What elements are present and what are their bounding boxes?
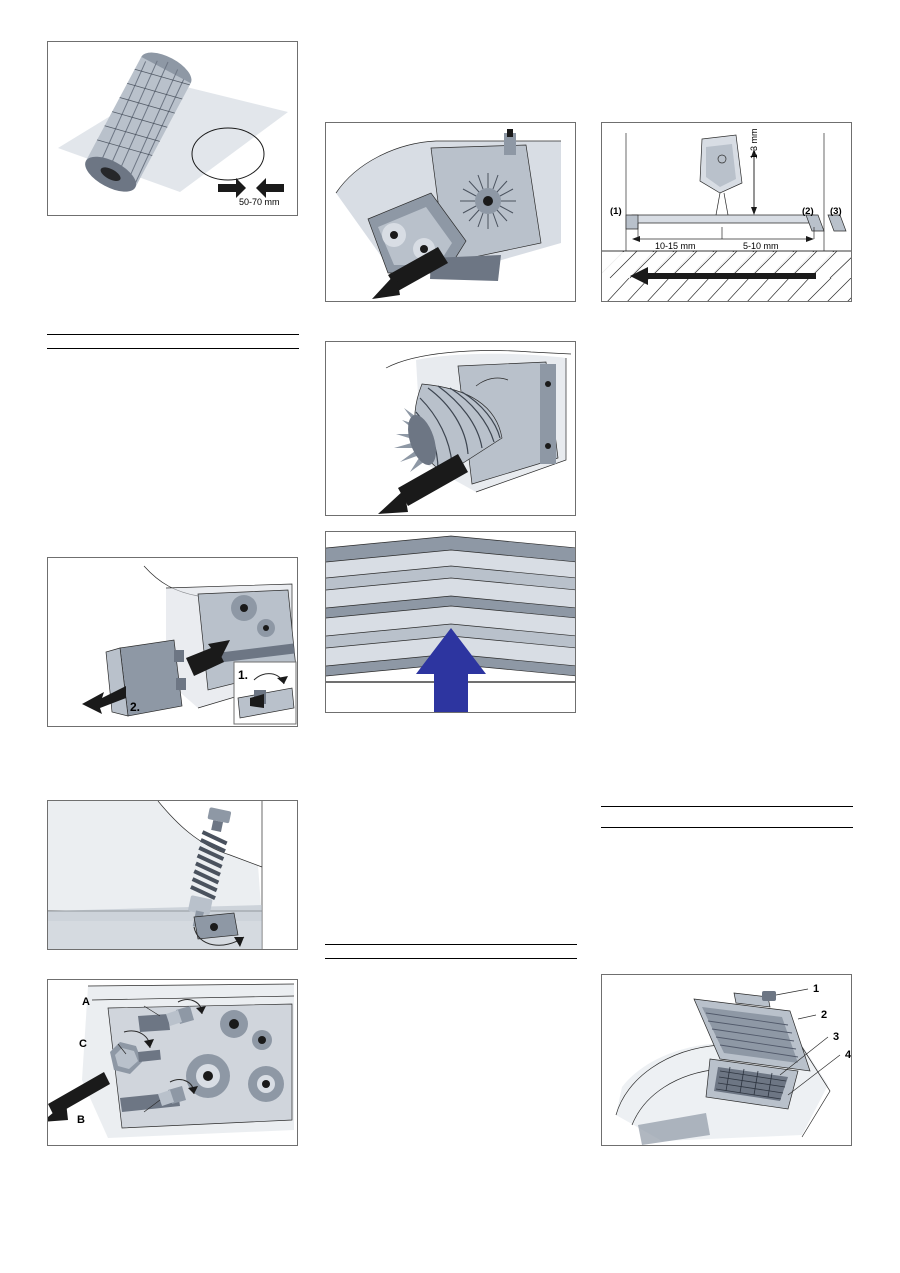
blade-height-figure [601, 122, 852, 302]
roller-clearance-figure [47, 41, 298, 216]
callout-a: A [82, 996, 90, 1008]
rule-right-2 [601, 827, 853, 828]
deck-removal-figure [325, 122, 576, 302]
rule-left-upper-2 [47, 348, 299, 349]
step-label-2: 2. [130, 700, 141, 714]
callout-1-grassbox: 1 [813, 983, 820, 995]
grass-box-figure [601, 974, 852, 1146]
dimension-label-10-15mm: 10-15 mm [655, 241, 696, 251]
dimension-label-5-10mm: 5-10 mm [743, 241, 779, 251]
spring-tension-figure [47, 800, 298, 950]
callout-c: C [79, 1038, 87, 1050]
reel-cylinder-figure [325, 341, 576, 516]
callout-2-grassbox: 2 [821, 1009, 828, 1021]
rule-center-1 [325, 944, 577, 945]
callout-3-grassbox: 3 [833, 1031, 840, 1043]
rule-center-2 [325, 958, 577, 959]
rule-left-upper-1 [47, 334, 299, 335]
callout-b: B [77, 1114, 85, 1126]
callout-3: (3) [830, 206, 842, 217]
blade-profile-figure [325, 531, 576, 713]
callout-2: (2) [802, 206, 814, 217]
adjuster-knobs-figure [47, 979, 298, 1146]
dimension-label-50-70: 50-70 mm [239, 197, 280, 207]
callout-1: (1) [610, 206, 622, 217]
rule-right-1 [601, 806, 853, 807]
dimension-label-1-3mm: 1-3 mm [749, 128, 759, 159]
callout-4-grassbox: 4 [845, 1049, 852, 1061]
cover-removal-figure [47, 557, 298, 727]
step-label-1: 1. [238, 668, 249, 682]
